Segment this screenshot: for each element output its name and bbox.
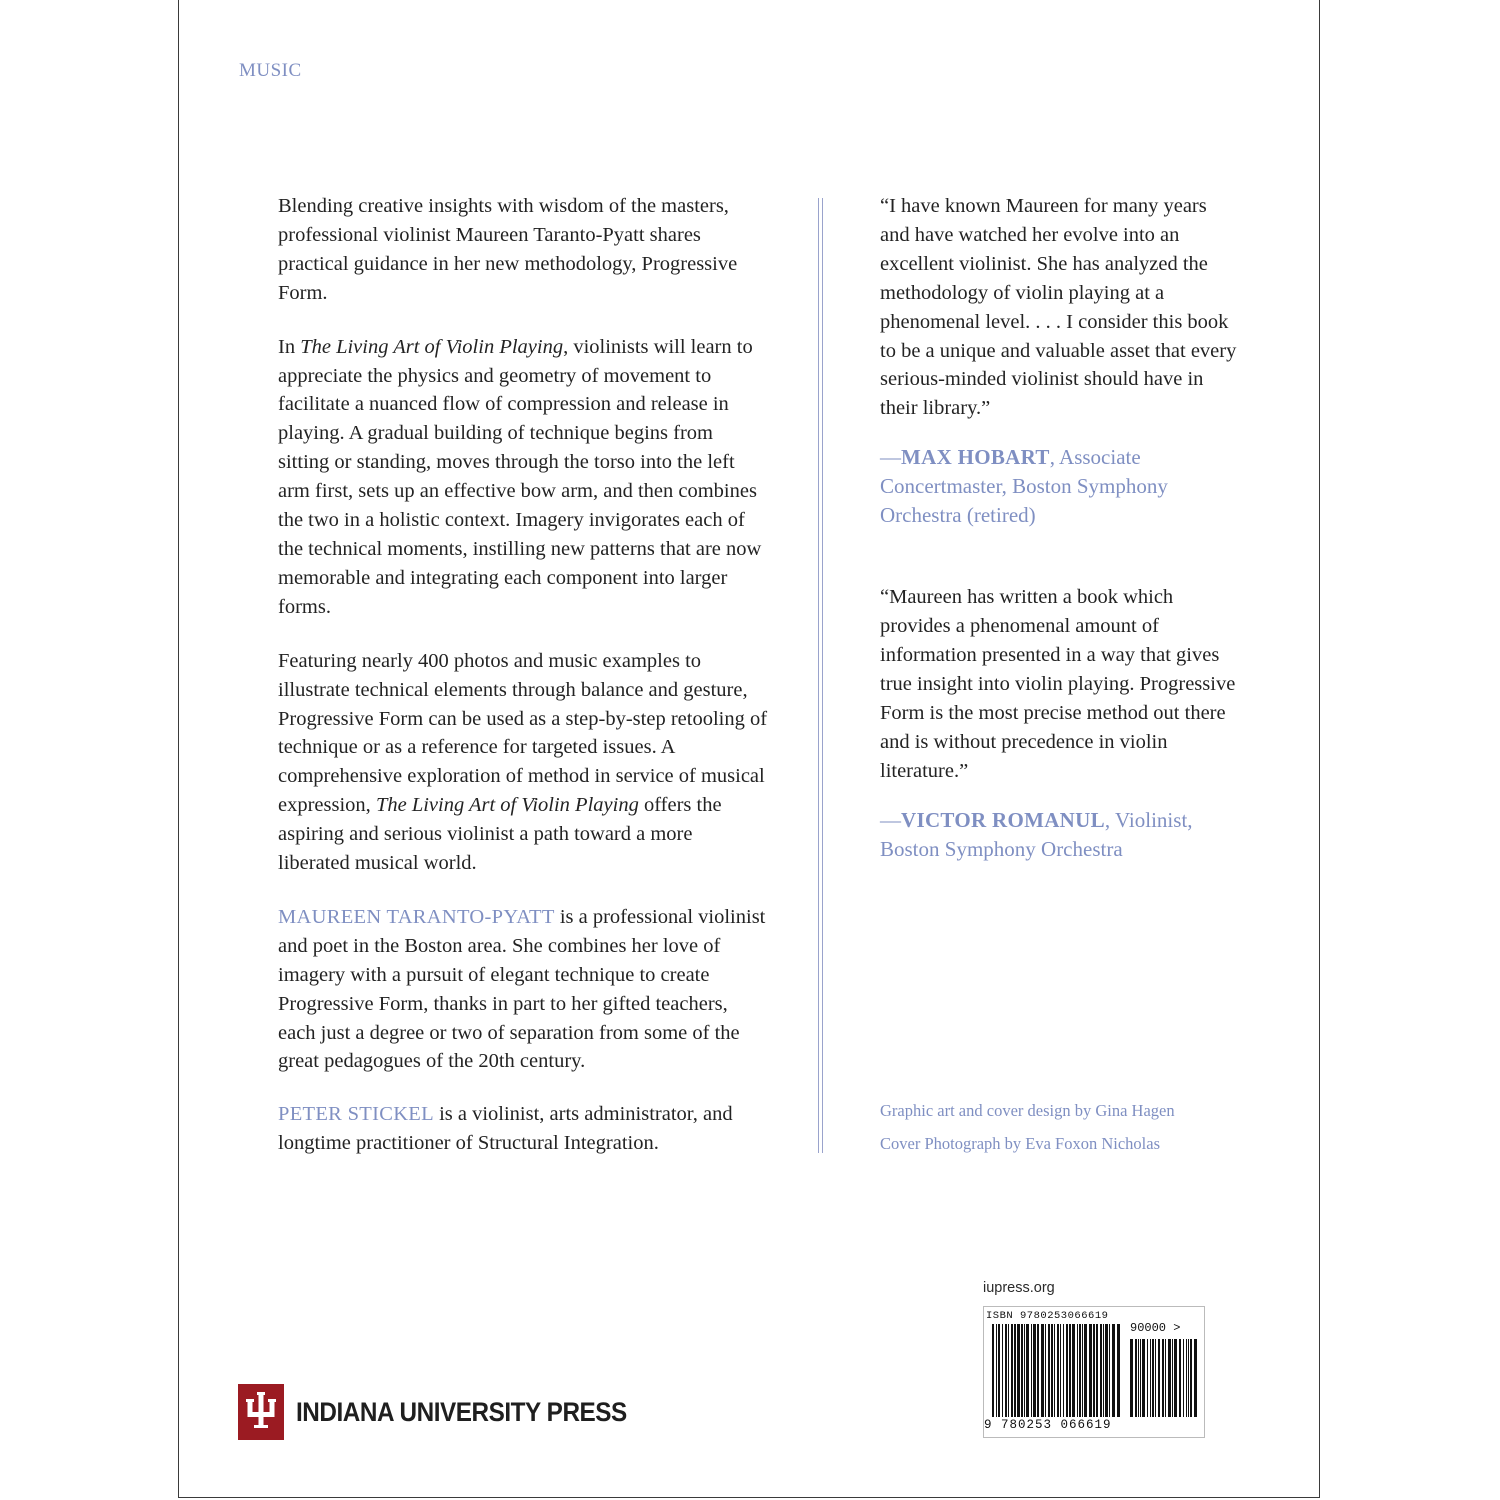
description-paragraph-1: Blending creative insights with wisdom of the masters, professional violinist Maureen Taranto-Pyatt shares practical guidance in her new methodology, Progressive Form. [278, 195, 738, 304]
publisher-logo [238, 1384, 664, 1440]
book-title: The Living Art of Violin Playing [300, 335, 564, 358]
back-cover [178, 0, 1320, 1498]
attribution-dash: — [880, 445, 901, 470]
description-column [278, 192, 768, 1182]
description-paragraph-3 [278, 647, 768, 878]
p2-body: , violinists will learn to appreciate the physics and geometry of movement to facilitate a nuanced flow of compression and release in playing. A gradual building of technique begins from sitting or standing, moves through the torso into the left arm first, sets up an effective bow arm, and then combines the two in a holistic context. Imagery invigorates each of the technical moments, instilling new patterns that are now memorable and integrating each component into larger forms. [278, 335, 762, 618]
endorser-name: VICTOR ROMANUL [901, 807, 1105, 832]
blurb-attribution [880, 806, 1240, 864]
endorser-title: , Violinist, Boston Symphony Orchestra [880, 807, 1193, 861]
isbn-barcode [983, 1306, 1205, 1438]
endorser-title: , Associate Concertmaster, Boston Symphony Orchestra (retired) [880, 445, 1168, 528]
contributor-bio [278, 1100, 768, 1158]
blurb-quote: “Maureen has written a book which provides a phenomenal amount of information presented in a way that gives true insight into violin playing. Progressive Form is the most precise method out there and is without precedence in violin literature.” [880, 586, 1236, 782]
blurb-quote: “I have known Maureen for many years and have watched her evolve into an excellent violinist. She has analyzed the methodology of violin playing at a phenomenal level. . . . I consider this book to be a unique and valuable asset that every serious-minded violinist should have in their library.” [880, 195, 1237, 420]
p3-start: Featuring nearly 400 photos and music examples to illustrate technical elements through balance and gesture, Progressive Form can be used as a step-by-step retooling of technique or as a reference for targeted issues. A comprehensive exploration of method in service of musical expression, [278, 649, 768, 817]
endorser-name: MAX HOBART [901, 445, 1050, 470]
author-name: MAUREEN TARANTO-PYATT [278, 905, 555, 928]
p2-prefix: In [278, 335, 301, 358]
isbn-label: ISBN 9780253066619 [986, 1310, 1109, 1322]
publisher-website: iupress.org [983, 1280, 1055, 1296]
iu-trident-icon [238, 1384, 284, 1440]
barcode-digits: 9 780253 066619 [984, 1418, 1112, 1432]
contributor-name: PETER STICKEL [278, 1103, 434, 1126]
design-credit: Graphic art and cover design by Gina Hagen [880, 1101, 1175, 1120]
p3-end: offers the aspiring and serious violinist a path toward a more liberated musical world. [278, 794, 722, 875]
contributor-bio-text: is a violinist, arts administrator, and longtime practitioner of Structural Integration. [278, 1103, 733, 1155]
column-divider [818, 198, 823, 1153]
endorsements-column [880, 192, 1240, 864]
blurb-attribution [880, 443, 1240, 530]
photo-credit: Cover Photograph by Eva Foxon Nicholas [880, 1134, 1161, 1153]
author-bio-text: is a professional violinist and poet in the Boston area. She combines her love of imagery with a pursuit of elegant technique to create Progressive Form, thanks in part to her gifted teachers, each just a degree or two of separation from some of the great pedagogues of the 20th century. [278, 905, 766, 1073]
price-code: 90000 > [1130, 1321, 1181, 1335]
attribution-dash: — [880, 807, 901, 832]
author-bio [278, 903, 768, 1076]
book-title: The Living Art of Violin Playing [375, 794, 639, 817]
publisher-name: INDIANA UNIVERSITY PRESS [296, 1396, 627, 1427]
category-label: MUSIC [239, 60, 302, 81]
description-paragraph-2 [278, 333, 768, 622]
cover-credits [880, 1094, 1175, 1160]
